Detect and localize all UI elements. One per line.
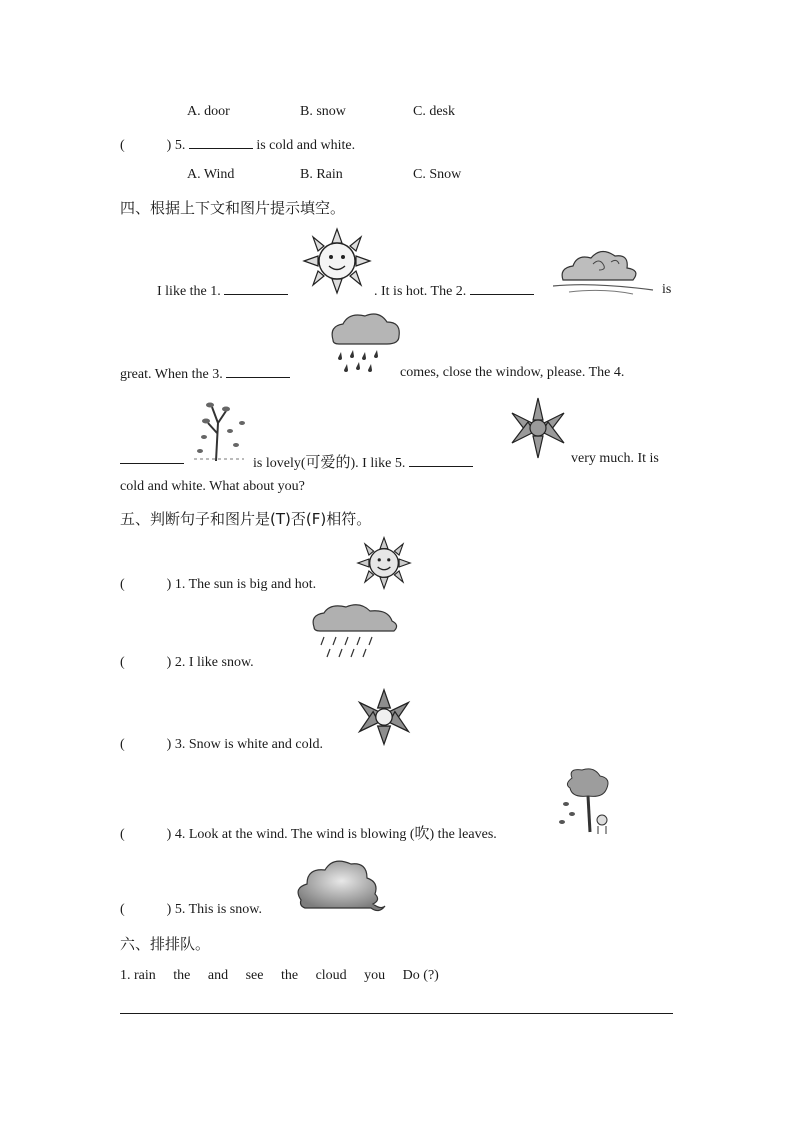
section-5-title: 五、判断句子和图片是(T)否(F)相符。 — [120, 510, 372, 528]
section-4-text: comes, close the window, please. The 4. — [400, 365, 625, 380]
section-4-line-2 — [120, 365, 290, 383]
item-text: ) 4. Look at the wind. The wind is blowing ( — [166, 827, 415, 842]
item-text: ) 2. I like snow. — [166, 655, 254, 670]
section-4-line-4: cold and white. What about you? — [120, 479, 305, 494]
answer-line[interactable] — [120, 1013, 673, 1014]
text: I like the 1. — [157, 284, 221, 299]
section-4-line-1 — [157, 282, 288, 300]
answer-paren: ( — [120, 138, 125, 153]
text: . It is hot. The 2. — [374, 284, 467, 299]
item-text: ) 3. Snow is white and cold. — [166, 737, 323, 752]
section-4-line-3 — [120, 451, 184, 469]
section-4-text: is — [662, 282, 672, 297]
question-number: ) 5. — [166, 138, 186, 153]
blank-4[interactable] — [120, 451, 184, 464]
option-a: A. Wind — [187, 167, 235, 182]
text: ). I like 5. — [350, 456, 406, 471]
section-6-title: 六、排排队。 — [120, 935, 211, 953]
answer-paren: ( — [120, 577, 125, 592]
answer-blank[interactable] — [189, 136, 253, 149]
text: is lovely( — [253, 456, 306, 471]
answer-paren: ( — [120, 737, 125, 752]
sun-icon — [302, 227, 372, 295]
option-c: C. desk — [413, 104, 455, 119]
section-4-title: 四、根据上下文和图片提示填空。 — [120, 199, 346, 217]
answer-paren: ( — [120, 902, 125, 917]
option-a: A. door — [187, 104, 230, 119]
judge-item-1 — [120, 577, 316, 593]
blank-2[interactable] — [470, 282, 534, 295]
wind-tree-icon — [558, 768, 616, 836]
question-text: is cold and white. — [256, 138, 356, 153]
item-text: ) 1. The sun is big and hot. — [166, 577, 317, 592]
cloud-icon — [553, 242, 655, 296]
answer-paren: ( — [120, 827, 125, 842]
section-4-text: very much. It is — [571, 451, 659, 466]
section-4-text — [374, 282, 534, 300]
question-5 — [120, 136, 355, 154]
sun-icon — [356, 536, 412, 590]
snowflake-icon — [355, 686, 413, 748]
option-b: B. Rain — [300, 167, 343, 182]
judge-item-4 — [120, 822, 497, 843]
chinese-gloss: 吹 — [414, 824, 430, 842]
item-text: ) 5. This is snow. — [166, 902, 262, 917]
blank-1[interactable] — [224, 282, 288, 295]
rain-cloud-icon — [327, 310, 403, 380]
blank-5[interactable] — [409, 454, 473, 467]
item-text: ) the leaves. — [429, 827, 497, 842]
answer-paren: ( — [120, 655, 125, 670]
reorder-question-1: 1. rain the and see the cloud you Do (?) — [120, 968, 439, 983]
judge-item-5 — [120, 902, 262, 918]
chinese-gloss: 可爱的 — [305, 453, 351, 471]
wind-tree-icon — [190, 393, 248, 463]
rain-cloud-icon — [308, 603, 404, 663]
section-4-text — [253, 451, 473, 472]
judge-item-2 — [120, 655, 254, 671]
blank-3[interactable] — [226, 365, 290, 378]
option-b: B. snow — [300, 104, 346, 119]
judge-item-3 — [120, 737, 323, 753]
snowflake-icon — [506, 395, 570, 461]
cloud-icon — [293, 856, 387, 914]
option-c: C. Snow — [413, 167, 462, 182]
text: great. When the 3. — [120, 367, 223, 382]
